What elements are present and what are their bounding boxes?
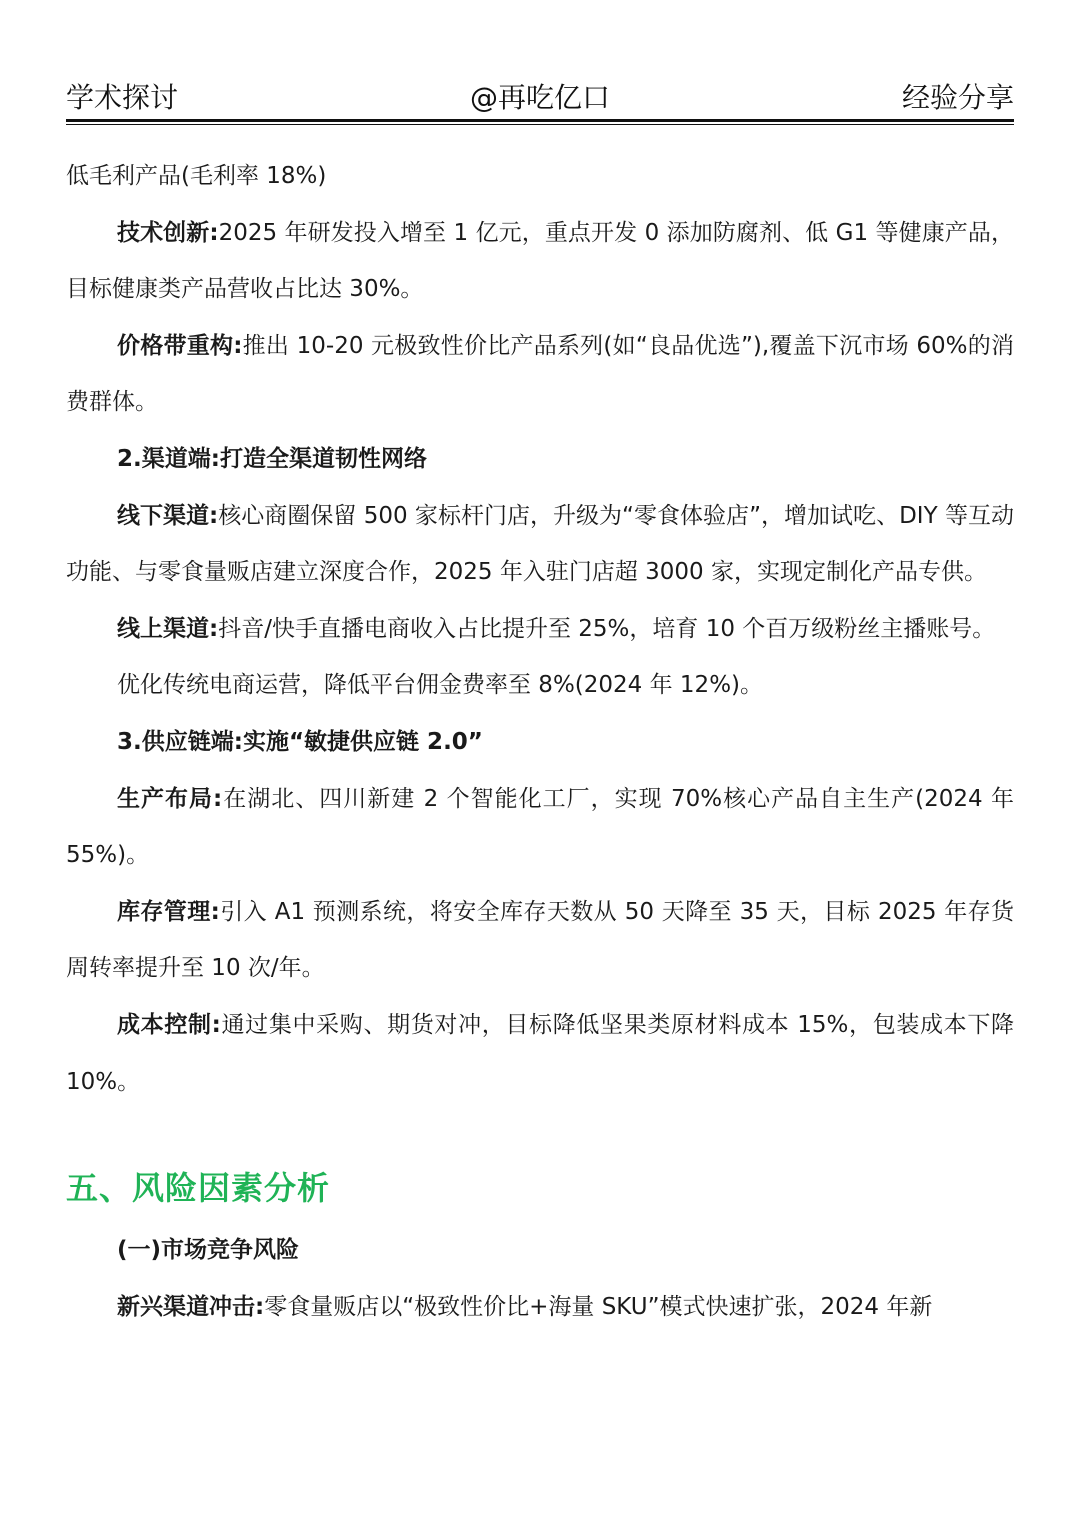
paragraph-text: 在湖北、四川新建 2 个智能化工厂，实现 70%核心产品自主生产(2024 年 55%)。 bbox=[66, 785, 1014, 869]
paragraph-inventory bbox=[66, 884, 1014, 997]
paragraph-low-margin bbox=[66, 148, 1014, 205]
header-left-label: 学术探讨 bbox=[66, 81, 179, 114]
paragraph-cost-control bbox=[66, 997, 1014, 1110]
paragraph-label: 库存管理: bbox=[117, 898, 220, 925]
header-center-label: @再吃亿口 bbox=[469, 81, 611, 114]
section-title: 五、风险因素分析 bbox=[66, 1169, 331, 1208]
body-content bbox=[66, 148, 1014, 1335]
subheading-market-competition: (一)市场竞争风险 bbox=[117, 1237, 300, 1264]
paragraph-offline-channel bbox=[66, 488, 1014, 601]
paragraph-label: 价格带重构: bbox=[117, 332, 243, 359]
heading-supply-chain: 3.供应链端:实施“敏捷供应链 2.0” bbox=[117, 728, 483, 755]
heading-channel: 2.渠道端:打造全渠道韧性网络 bbox=[117, 445, 427, 472]
paragraph-text: 推出 10-20 元极致性价比产品系列(如“良品优选”),覆盖下沉市场 60%的消费群体。 bbox=[66, 332, 1014, 416]
header-right-label: 经验分享 bbox=[901, 81, 1014, 114]
paragraph-label: 生产布局: bbox=[117, 785, 223, 812]
header-rule-thick bbox=[66, 119, 1014, 122]
paragraph-label: 新兴渠道冲击: bbox=[117, 1293, 265, 1320]
paragraph-label: 成本控制: bbox=[117, 1011, 221, 1038]
paragraph-text: 抖音/快手直播电商收入占比提升至 25%，培育 10 个百万级粉丝主播账号。 bbox=[218, 615, 996, 642]
paragraph-label: 线下渠道: bbox=[117, 502, 219, 529]
paragraph-label: 线上渠道: bbox=[117, 615, 219, 642]
paragraph-ecommerce bbox=[66, 657, 1014, 714]
section-gap bbox=[66, 1110, 1014, 1160]
paragraph-price-band bbox=[66, 318, 1014, 431]
paragraph-tech-innovation bbox=[66, 205, 1014, 318]
paragraph-online-channel bbox=[66, 601, 1014, 658]
paragraph-text: 引入 A1 预测系统，将安全库存天数从 50 天降至 35 天，目标 2025 年存货周转率提升至 10 次/年。 bbox=[66, 898, 1015, 982]
paragraph-text: 低毛利产品(毛利率 18%) bbox=[66, 163, 327, 189]
paragraph-text: 通过集中采购、期货对冲，目标降低坚果类原材料成本 15%，包装成本下降 10%。 bbox=[66, 1011, 1015, 1095]
paragraph-text: 2025 年研发投入增至 1 亿元，重点开发 0 添加防腐剂、低 G1 等健康产品，目标健康类产品营收占比达 30%。 bbox=[66, 219, 1014, 303]
paragraph-label: 技术创新: bbox=[117, 219, 219, 246]
paragraph-production-layout bbox=[66, 771, 1014, 884]
page-header bbox=[66, 78, 1014, 118]
paragraph-new-channel bbox=[66, 1279, 1014, 1336]
paragraph-text: 核心商圈保留 500 家标杆门店，升级为“零食体验店”，增加试吃、DIY 等互动功能、与零食量贩店建立深度合作，2025 年入驻门店超 3000 家，实现定制化产品专供。 bbox=[66, 502, 1014, 586]
header-rule-thin bbox=[66, 124, 1014, 125]
paragraph-text: 优化传统电商运营，降低平台佣金费率至 8%(2024 年 12%)。 bbox=[117, 672, 764, 699]
paragraph-text: 零食量贩店以“极致性价比+海量 SKU”模式快速扩张，2024 年新 bbox=[264, 1293, 933, 1320]
